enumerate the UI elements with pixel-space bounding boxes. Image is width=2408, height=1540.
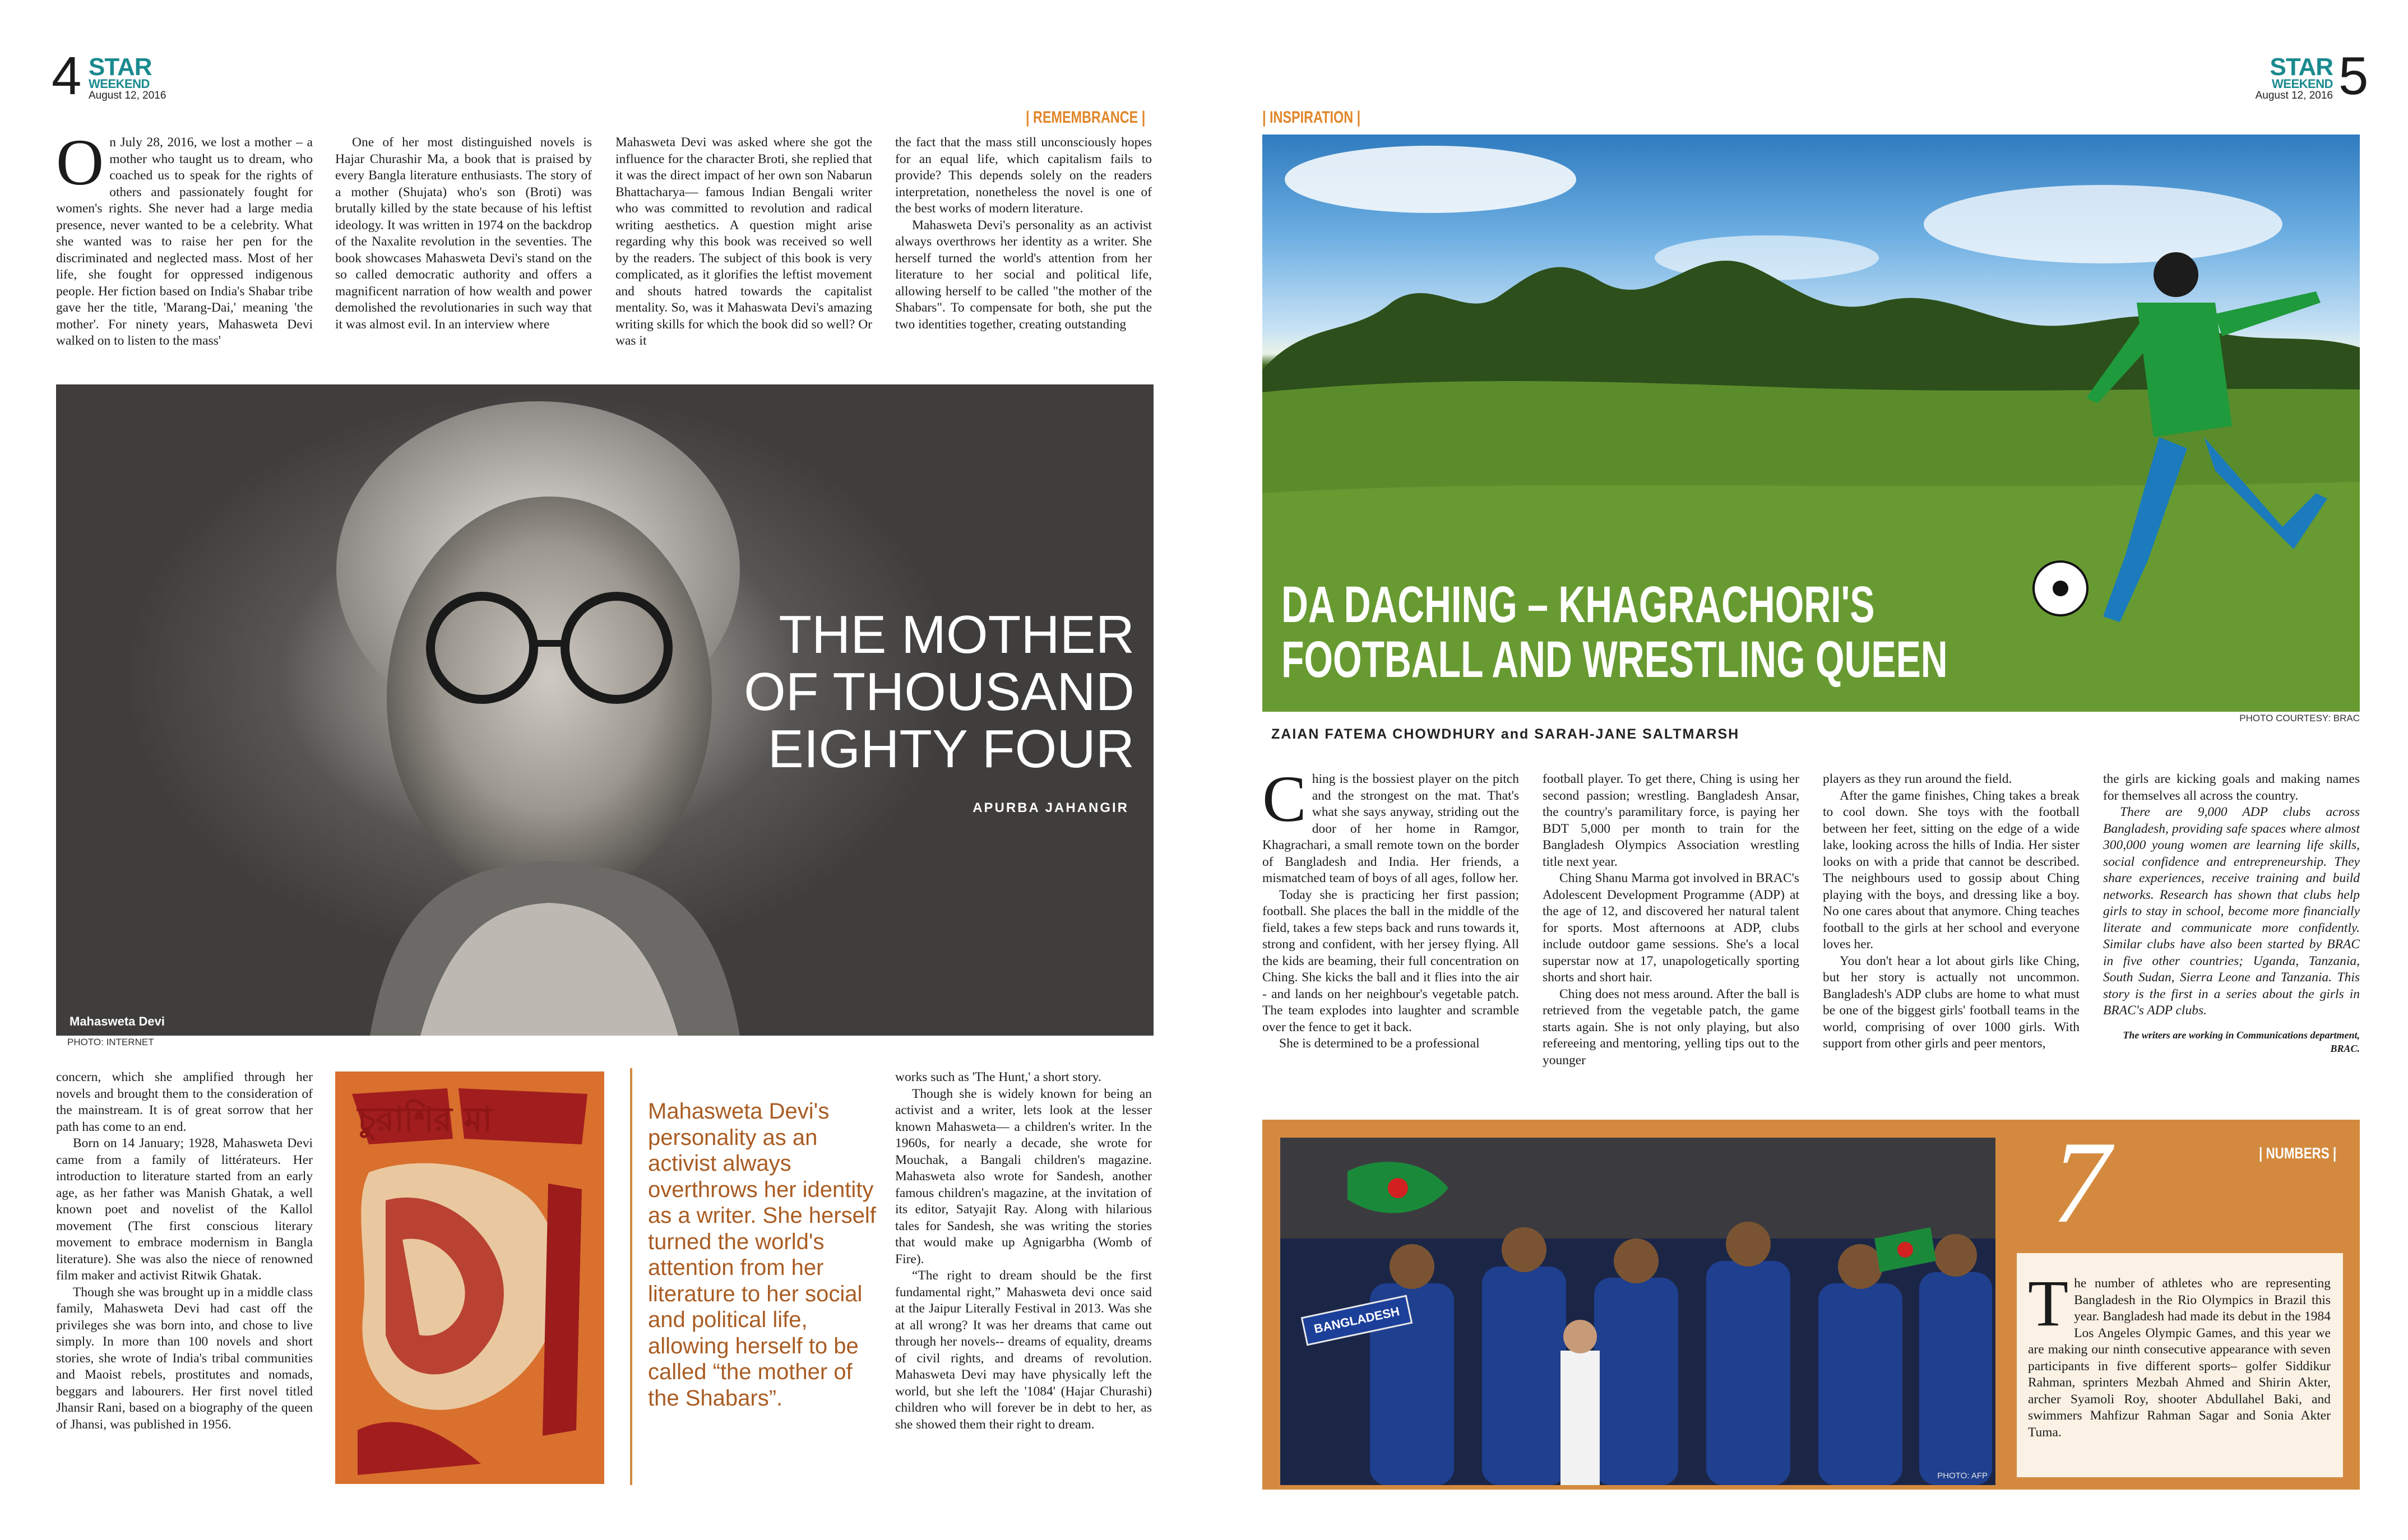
section-tag-numbers: | NUMBERS | — [2259, 1144, 2337, 1162]
article-column: works such as 'The Hunt,' a short story. Though she is widely known for being an activist and a writer, lets look at the lesser known Mahasweta— a children's writer. In the 1960s, for nearly a decade, she wrote for Mouchak, a Bangali children's magazine. Mahasweta also wrote for Sandesh, another famous children's magazine, at the invitation of its editor, Satyajit Ray. Along with hilarious tales for Sandesh, she was writing the stories that would make up Agnigarbha (Womb of Fire). “The right to dream should be the first fundamental right,” Mahasweta devi once said at the Jaipur Literally Festival in 2013. Was she at all wrong? It was her dreams that came out through her novels-- dreams of equality, dreams of civil rights, and dreams of revolution. Mahasweta Devi may have physically left the world, but she left the '1084' (Hajar Churashi) children who will forever be in debt to her, as she showed them their right to dream. — [895, 1070, 1152, 1432]
logo-star: STAR — [89, 53, 152, 81]
section-tag-remembrance: | REMEMBRANCE | — [1026, 108, 1146, 127]
section-tag-inspiration: | INSPIRATION | — [1262, 108, 1361, 127]
byline: ZAIAN FATEMA CHOWDHURY and SARAH-JANE SALTMARSH — [1271, 726, 1740, 742]
pull-quote: Mahasweta Devi's personality as an activist always overthrows her identity as a writer. She herself turned the world's attention from her literature to her social and political life, allowing herself to be called “the mother of the Shabars”. — [648, 1099, 876, 1411]
article-headline: DA DACHING – KHAGRACHORI'S FOOTBALL AND WRESTLING QUEEN — [1281, 576, 1948, 688]
numbers-text: The number of athletes who are representing Bangladesh in the Rio Olympics in Brazil this year. Bangladesh had made its debut in the 1984 Los Angeles Olympic Games, and this year we are making our ninth consecutive appearance with seven participants in five different sports– golfer Siddikur Rahman, sprinters Mezbah Ahmed and Shirin Akter, archer Syamoli Roy, shooter Abdullahel Baki, and swimmers Mahfizur Rahman Sagar and Sonia Akter Tuma. — [2028, 1267, 2331, 1440]
drop-cap: C — [1262, 762, 1307, 836]
article-column: the girls are kicking goals and making names for themselves all across the country. There are 9,000 ADP clubs across Bangladesh, providing safe spaces where almost 300,000 young women are learning life skills, social confidence and entrepreneurship. They share experiences, receive training and build networks. Research has shown that clubs help girls to stay in school, become more financially literate and communicate more confidently. Similar clubs have also been started by BRAC in five other countries; Uganda, Tanzania, South Sudan, Sierra Leone and Tanzania. This story is the first in a series about the girls in BRAC's ADP clubs. The writers are working in Communications department, BRAC. — [2103, 772, 2360, 1054]
logo-star: STAR — [2270, 53, 2333, 81]
olympic-parade-photo — [1280, 1138, 1995, 1485]
page-number-right: 5 — [2338, 46, 2369, 106]
article-column: concern, which she amplified through her novels and brought them to the consideration of the mainstream. It is of great sorrow that her path has come to an end. Born on 14 January; 1928, Mahasweta Devi came from a family of littérateurs. Her introduction to literature started from an early age, as her father was Manish Ghatak, a well known poet and novelist of the Kallol movement (The first conscious literary movement to embrace modernism in Bangla literature). She was also the niece of renowned film maker and activist Ritwik Ghatak. Though she was brought up in a middle class family, Mahasweta Devi had cast off the privileges she was born into, and chose to live simply. In more than 100 novels and short stories, she wrote of India's tribal communities and Maoist rebels, prostitutes and nomads, beggars and labourers. Her first novel titled Jhansir Rani, based on a biography of the queen of Jhansi, was published in 1956. — [56, 1070, 313, 1432]
pull-quote-rule — [630, 1068, 632, 1485]
masthead-logo-right — [2242, 53, 2333, 102]
football-player-photo — [1262, 134, 2360, 712]
issue-date: August 12, 2016 — [89, 90, 166, 101]
article-headline: THE MOTHER OF THOUSAND EIGHTY FOUR — [744, 605, 1134, 779]
page-number-left: 4 — [52, 46, 82, 106]
article-column: On July 28, 2016, we lost a mother – a mother who taught us to dream, who coached us to speak for the rights of others and passionately fought for women's rights. She never had a large media presence, never wanted to be a celebrity. What she wanted was to raise her pen for the discriminated and neglected mass. Most of her life, she fought for oppressed indigenous people. Her fiction based on India's Shabar tribe gave her the title, 'Marang-Dai,' meaning 'the mother'. For ninety years, Mahasweta Devi walked on to listen to the mass' — [56, 126, 313, 348]
byline: APURBA JAHANGIR — [973, 800, 1129, 815]
logo-weekend: WEEKEND — [89, 77, 150, 91]
author-note: The writers are working in Communications department, BRAC. — [2123, 1029, 2360, 1054]
article-column: football player. To get there, Ching is using her second passion; wrestling. Bangladesh Ansar, the country's paramilitary force, is paying her BDT 5,000 per month to train for the Bangladesh Olympics Association wrestling title next year. Ching Shanu Marma got involved in BRAC's Adolescent Development Programme (ADP) at the age of 12, and discovered her natural talent for sports. Most afternoons at ADP, clubs include outdoor game sessions. She's a local superstar now at 17, unapologetically sporting shorts and short hair. Ching does not mess around. After the ball is retrieved from the vegetable patch, the game starts again. She is not only playing, but also refereeing and mentoring, yelling tips out to the younger — [1543, 772, 1799, 1068]
article-column: Ching is the bossiest player on the pitch and the strongest on the mat. That's what she says anyway, striding out the door of her home in Ramgor, Khagrachari, a small remote town on the border of Bangladesh and India. Her friends, a mismatched team of boys of all ages, follow her. Today she is practicing her first passion; football. She places the ball in the middle of the field, takes a few steps back and runs towards it, strong and confident, with her jersey flying. All the kids are beaming, their full concentration on Ching. She kicks the ball and it flies into the air - and lands on her neighbour's vegetable patch. The team explodes into laughter and scramble over the fence to get it back. She is determined to be a professional — [1262, 762, 1519, 1051]
photo-caption: Mahasweta Devi — [70, 1014, 165, 1028]
numbers-figure: 7 — [2052, 1117, 2110, 1247]
article-column: Mahasweta Devi was asked where she got the influence for the character Broti, she replied that it was the direct impact of her own son Nabarun Bhattacharya— famous Indian Bengali writer who was committed to revolution and radical writing aesthetics. A question might arise regarding why this book was received so well by the readers. The subject of this book is very complicated, as it glorifies the leftist movement and shouts hatred towards the capitalist mentality. So, was it Mahaswata Devi's amazing writing skills for which the book did so well? Or was it — [615, 135, 872, 348]
article-column: the fact that the mass still unconsciously hopes for an equal life, which capitalism fails to provide? This depends solely on the readers interpretation, nonetheless the novel is one of the best works of modern literature. Mahasweta Devi's personality as an activist always overthrows her identity as a writer. She herself turned the world's attention from her literature to her social and political life, allowing herself to be called "the mother of the Shabars". To compensate for both, she put the two identities together, creating outstanding — [895, 135, 1152, 332]
masthead-logo-left — [89, 53, 166, 102]
issue-date: August 12, 2016 — [2255, 90, 2333, 101]
photo-credit: PHOTO: AFP — [1937, 1471, 1988, 1481]
article-column: players as they run around the field. After the game finishes, Ching takes a break to cool down. She toys with the football between her feet, sitting on the edge of a wide lake, looking across the hills of India. Her sister looks on with a pride that cannot be described. The neighbours used to gossip about Ching playing with the boys, and dressing like a boy. No one cares about that anymore. Ching teaches football to the girls at her school and everyone loves her. You don't hear a lot about girls like Ching, but her story is actually not uncommon. Bangladesh's ADP clubs are home to what must be one of the biggest girls' football teams in the world, comprising of over 1000 girls. With support from other girls and peer mentors, — [1823, 772, 2080, 1051]
logo-weekend: WEEKEND — [2272, 77, 2333, 91]
book-cover-title: চুরাশির মা — [358, 1100, 493, 1139]
photo-credit: PHOTO COURTESY: BRAC — [2239, 713, 2360, 723]
article-column: One of her most distinguished novels is Hajar Churashir Ma, a book that is praised by every Bangla literature enthusiasts. The story of a mother (Shujata) who's son (Broti) was brutally killed by the state because of his leftist ideology. It was written in 1974 on the backdrop of the Naxalite revolution in the seventies. The book showcases Mahasweta Devi's stand on the so called democratic authority and offers a magnificent narration of how wealth and power demolished the revolutionaries in such way that it was almost evil. In an interview where — [335, 135, 592, 332]
photo-credit: PHOTO: INTERNET — [67, 1037, 154, 1047]
drop-cap: T — [2028, 1267, 2069, 1340]
book-cover-image — [335, 1071, 604, 1484]
drop-cap: O — [56, 126, 104, 199]
country-sign: BANGLADESH — [1301, 1295, 1413, 1346]
mahasweta-devi-portrait — [56, 384, 1154, 1036]
